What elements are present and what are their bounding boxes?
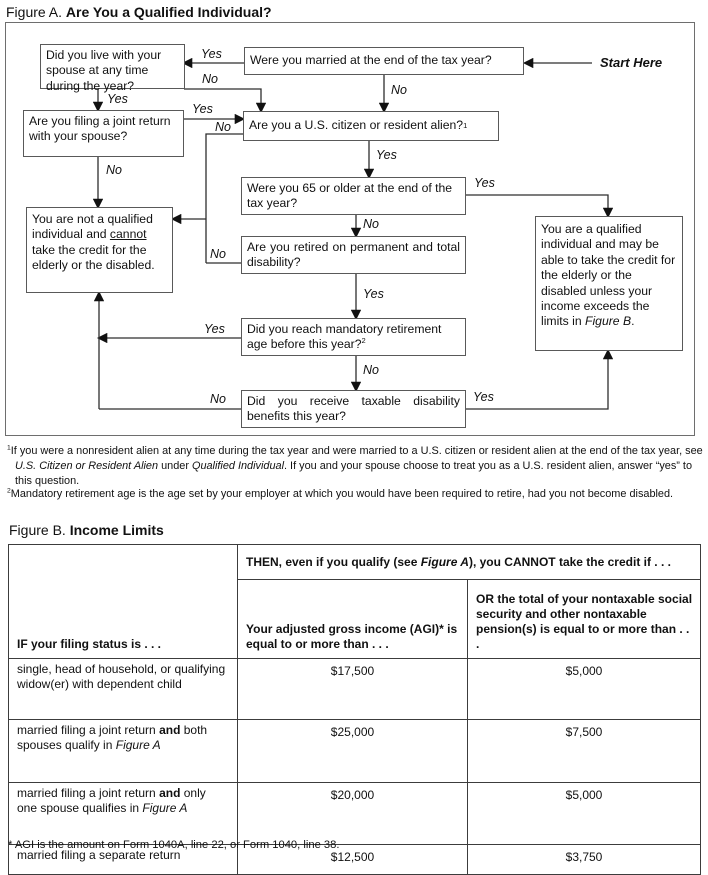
node-qualified: You are a qualified individual and may be able to take the credit for the elderly or the disabled unless your income exceeds the limits in Figure B.: [535, 216, 683, 351]
edge-label-taxable-yes: Yes: [473, 390, 494, 404]
node-taxable-disability-benefits: Did you receive taxable disability benefits this year?: [241, 390, 466, 428]
table-row: [9, 659, 701, 720]
edge-label-joint-yes: Yes: [192, 102, 213, 116]
start-here-label: Start Here: [600, 55, 663, 70]
figure-b-label: Figure B.: [9, 522, 66, 538]
footnote-2: $^2$Mandatory retirement age is the age set by your employer at which you would have been required to retire, had you not become disabled.: [7, 487, 674, 500]
figure-a-title: [6, 4, 272, 20]
node-not-qualified: You are not a qualified individual and cannot take the credit for the elderly or the disabled.: [26, 207, 173, 293]
edge-label-65-no: No: [363, 217, 379, 231]
edge-label-65-yes: Yes: [474, 176, 495, 190]
cell-filing-status: married filing a separate return: [9, 845, 238, 875]
cell-filing-status: married filing a joint return and only one spouse qualifies in Figure A: [9, 783, 238, 845]
edge-label-citizen-no: No: [215, 120, 231, 134]
header-row-then: [9, 545, 701, 580]
edge-label-mandatory-yes: Yes: [204, 322, 225, 336]
edge-label-taxable-no: No: [210, 392, 226, 406]
cell-pension-limit: $3,750: [468, 845, 701, 875]
node-married-at-year-end: Were you married at the end of the tax year?: [244, 47, 524, 75]
node-retired-on-disability: Are you retired on permanent and total disability?: [241, 236, 466, 274]
figure-a-heading: Are You a Qualified Individual?: [65, 4, 272, 20]
node-mandatory-retirement-age: Did you reach mandatory retirement age before this year?$^2$: [241, 318, 466, 356]
edge-label-married-no: No: [391, 83, 407, 97]
cell-filing-status: single, head of household, or qualifying widow(er) with dependent child: [9, 659, 238, 720]
node-lived-with-spouse: Did you live with your spouse at any time during the year?: [40, 44, 185, 89]
col-header-then: THEN, even if you qualify (see Figure A), you CANNOT take the credit if . . .: [238, 545, 701, 580]
col-header-pension: OR the total of your nontaxable social security and other nontaxable pension(s) is equal to or more than . . .: [468, 580, 701, 659]
income-limits-table: [8, 544, 701, 875]
cell-agi-limit: $12,500: [238, 845, 468, 875]
figure-a-diagram: [5, 22, 695, 436]
footnote-1: $^1$If you were a nonresident alien at any time during the tax year and were married to a U.S. citizen or resident alien at the end of the tax year, see U.S. Citizen or Resident Alien under Qualified Individual. If you and your spouse choose to treat you as a U.S. resident alien, answer “yes” to this question.: [7, 444, 703, 488]
col-header-filing-status: IF your filing status is . . .: [9, 545, 238, 659]
cell-agi-limit: $17,500: [238, 659, 468, 720]
edge-label-spouse-no: No: [202, 72, 218, 86]
cell-agi-limit: $20,000: [238, 783, 468, 845]
cell-pension-limit: $5,000: [468, 783, 701, 845]
edge-label-joint-no: No: [106, 163, 122, 177]
cell-agi-limit: $25,000: [238, 720, 468, 783]
edge-label-mandatory-no: No: [363, 363, 379, 377]
edge-label-citizen-yes: Yes: [376, 148, 397, 162]
node-filing-joint-return: Are you filing a joint return with your spouse?: [23, 110, 184, 157]
cell-pension-limit: $5,000: [468, 659, 701, 720]
cell-filing-status: married filing a joint return and both spouses qualify in Figure A: [9, 720, 238, 783]
edge-label-spouse-yes: Yes: [107, 92, 128, 106]
node-65-or-older: Were you 65 or older at the end of the tax year?: [241, 177, 466, 215]
col-header-agi: Your adjusted gross income (AGI)* is equal to or more than . . .: [238, 580, 468, 659]
figure-b-title: [9, 522, 164, 538]
edge-label-retired-yes: Yes: [363, 287, 384, 301]
node-us-citizen: Are you a U.S. citizen or resident alien? 1: [243, 111, 499, 141]
edge-label-married-yes: Yes: [201, 47, 222, 61]
figure-b-heading: Income Limits: [69, 522, 164, 538]
agi-footnote: * AGI is the amount on Form 1040A, line 22, or Form 1040, line 38.: [8, 839, 340, 851]
figure-a-label: Figure A.: [6, 4, 63, 20]
edge-label-retired-no: No: [210, 247, 226, 261]
table-row: [9, 720, 701, 783]
cell-pension-limit: $7,500: [468, 720, 701, 783]
table-row: [9, 783, 701, 845]
